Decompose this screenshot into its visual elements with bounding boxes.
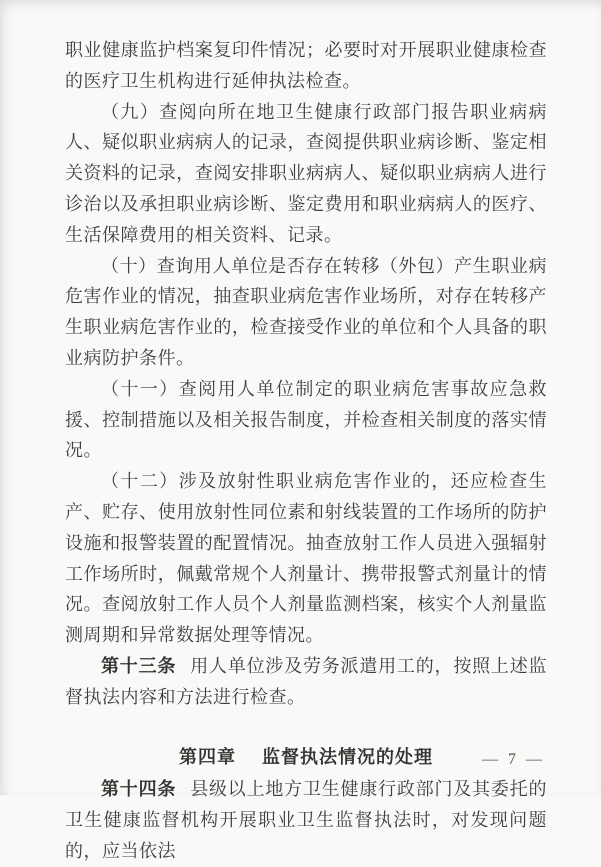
article-13-text: 用人单位涉及劳务派遣用工的，按照上述监督执法内容和方法进行检查。 bbox=[65, 655, 548, 707]
page-number: — 7 — bbox=[482, 751, 545, 768]
paragraph-item-11: （十一）查阅用人单位制定的职业病危害事故应急救援、控制措施以及相关报告制度，并检查相关制度的落实情况。 bbox=[65, 378, 547, 461]
paragraph-item-12: （十二）涉及放射性职业病危害作业的，还应检查生产、贮存、使用放射性同位素和射线装置的工作场所的防护设施和报警装置的配置情况。抽查放射工作人员进入强辐射工作场所时，佩戴常规个人剂量计、携带报警式剂量计的情况。查阅放射工作人员个人剂量监测档案，核实个人剂量监测周期和异常数据处理等情况。 bbox=[65, 471, 547, 646]
chapter-number: 第四章 bbox=[179, 746, 236, 767]
paragraph-continued: 职业健康监护档案复印件情况；必要时对开展职业健康检查的医疗卫生机构进行延伸执法检查。 bbox=[65, 40, 547, 91]
article-14-number: 第十四条 bbox=[101, 779, 177, 800]
chapter-title: 监督执法情况的处理 bbox=[262, 746, 433, 767]
chapter-heading bbox=[65, 742, 547, 773]
paragraph-item-10: （十）查询用人单位是否存在转移（外包）产生职业病危害作业的情况，抽查职业病危害作业场所，对存在转移产生职业病危害作业的，检查接受作业的单位和个人具备的职业病防护条件。 bbox=[65, 255, 547, 368]
paragraph-item-9: （九）查阅向所在地卫生健康行政部门报告职业病病人、疑似职业病病人的记录，查阅提供职业病诊断、鉴定相关资料的记录，查阅安排职业病病人、疑似职业病病人进行诊治以及承担职业病诊断、鉴定费用和职业病病人的医疗、生活保障费用的相关资料、记录。 bbox=[65, 101, 547, 245]
article-14-text: 县级以上地方卫生健康行政部门及其委托的卫生健康监督机构开展职业卫生监督执法时，对发现问题的，应当依法 bbox=[65, 779, 548, 861]
paragraph-article-14 bbox=[65, 774, 547, 866]
article-13-number: 第十三条 bbox=[101, 655, 177, 676]
paragraph-article-13 bbox=[65, 651, 547, 713]
